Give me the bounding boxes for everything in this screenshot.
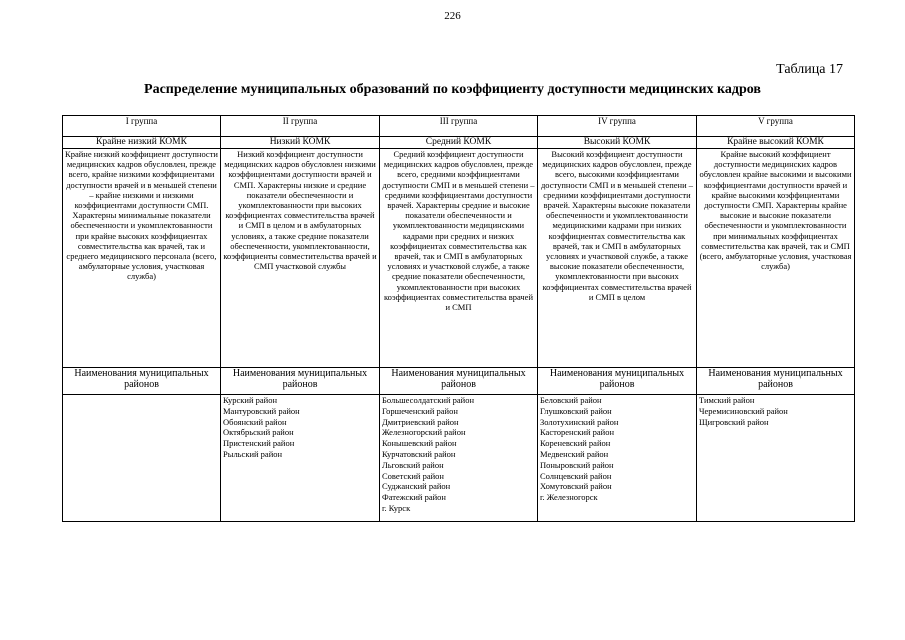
- district-item: Конышевский район: [382, 438, 457, 449]
- district-item: Глушковский район: [540, 405, 612, 416]
- description-row: [63, 149, 855, 368]
- district-item: Поныровский район: [540, 459, 614, 470]
- names-header-row: [63, 368, 855, 395]
- group-header-cell: I группа: [63, 116, 221, 137]
- level-cell: Высокий КОМК: [538, 137, 697, 149]
- names-header-cell: Наименования муниципальных районов: [221, 368, 380, 395]
- group-header-cell: III группа: [380, 116, 538, 137]
- district-list-cell: [63, 395, 221, 522]
- district-item: Тимский район: [699, 395, 755, 405]
- district-list-cell: [538, 395, 697, 522]
- group-header-cell: V группа: [697, 116, 855, 137]
- district-item: Мантуровский район: [223, 405, 300, 416]
- level-cell: Крайне низкий КОМК: [63, 137, 221, 149]
- distribution-table: [62, 115, 855, 522]
- district-item: Рыльский район: [223, 448, 283, 459]
- district-item: Медвенский район: [540, 448, 609, 459]
- description-cell: Средний коэффициент доступности медицинских кадров обусловлен, прежде всего, средними коэффициентами доступности СМП и в меньшей степени – средними коэффициентами доступности врачей. Характерны средние и высокие показатели обеспеченности и укомплектованности медицинскими кадрами при средних и низких коэффициентах совместительства как врачей, так и СМП в амбулаторных условиях и участковой службе, а также средние показатели обеспеченности, укомплектованности при высоких коэффициентах совместительства врачей и СМП: [380, 149, 538, 368]
- district-list-cell: [221, 395, 380, 522]
- district-list-cell: [380, 395, 538, 522]
- district-item: Железногорский район: [382, 427, 466, 438]
- description-cell: Высокий коэффициент доступности медицинских кадров обусловлен, прежде всего, высокими коэффициентами доступности СМП и в меньшей степени – средними коэффициентами доступности врачей. Характерны высокие показатели обеспеченности и укомплектованности медицинскими кадрами при низких коэффициентах совместительства как врачей, так и СМП в амбулаторных условиях и участковой службе, а также высокие показатели обеспеченности, укомплектованности при высоких коэффициентах совместительства врачей и СМП в целом: [538, 149, 697, 368]
- district-item: Пристенский район: [223, 438, 295, 449]
- district-item: Солнцевский район: [540, 470, 612, 481]
- names-header-cell: Наименования муниципальных районов: [63, 368, 221, 395]
- district-item: Октябрьский район: [223, 427, 294, 438]
- district-item: Черемисиновский район: [699, 405, 788, 416]
- district-item: Дмитриевский район: [382, 416, 459, 427]
- district-item: Обоянский район: [223, 416, 287, 427]
- district-item: Золотухинский район: [540, 416, 619, 427]
- districts-row: [63, 395, 855, 522]
- names-header-cell: Наименования муниципальных районов: [380, 368, 538, 395]
- level-cell: Крайне высокий КОМК: [697, 137, 855, 149]
- description-cell: Низкий коэффициент доступности медицинских кадров обусловлен низкими коэффициентами доступности врачей и СМП. Характерны низкие и средние показатели обеспеченности и укомплектованности при высоких коэффициентах совместительства врачей и СМП в целом и в амбулаторных условиях, а также средние показатели обеспеченности, укомплектованности, коэффициенты совместительства врачей и СМП участковой службы: [221, 149, 380, 368]
- group-header-cell: IV группа: [538, 116, 697, 137]
- district-item: Горшеченский район: [382, 405, 458, 416]
- description-cell: Крайне высокий коэффициент доступности медицинских кадров обусловлен крайне высокими и высокими коэффициентами доступности врачей и крайне высокими коэффициентами доступности СМП. Характерны крайне высокие и высокие показатели обеспеченности и укомплектованности при минимальных коэффициентах совместительства как врачей, так и СМП (всего, амбулаторные условия, участковая служба): [697, 149, 855, 368]
- document-title: Распределение муниципальных образований по коэффициенту доступности медицинских кадров: [144, 82, 761, 97]
- names-header-cell: Наименования муниципальных районов: [538, 368, 697, 395]
- district-item: Фатежский район: [382, 492, 446, 503]
- level-cell: Средний КОМК: [380, 137, 538, 149]
- district-item: Большесолдатский район: [382, 395, 475, 405]
- district-item: Хомутовский район: [540, 481, 612, 492]
- district-item: Касторенский район: [540, 427, 615, 438]
- group-header-row: [63, 116, 855, 137]
- district-item: Курский район: [223, 395, 278, 405]
- district-item: Льговский район: [382, 459, 444, 470]
- district-item: Суджанский район: [382, 481, 451, 492]
- level-row: [63, 137, 855, 149]
- table-label: Таблица 17: [776, 62, 843, 77]
- district-item: Курчатовский район: [382, 448, 456, 459]
- page-number: 226: [444, 10, 461, 22]
- district-item: Кореневский район: [540, 438, 611, 449]
- district-item: Советский район: [382, 470, 444, 481]
- description-cell: Крайне низкий коэффициент доступности медицинских кадров обусловлен, прежде всего, крайне низкими коэффициентами доступности врачей и в меньшей степени – крайне низкими и низкими коэффициентами доступности СМП. Характерны минимальные показатели обеспеченности и укомплектованности при крайне высоких коэффициентах совместительства как врачей, так и среднего медицинского персонала (всего, амбулаторные условия, участковая служба): [63, 149, 221, 368]
- district-item: г. Курск: [382, 502, 411, 513]
- level-cell: Низкий КОМК: [221, 137, 380, 149]
- district-item: Беловский район: [540, 395, 602, 405]
- names-header-cell: Наименования муниципальных районов: [697, 368, 855, 395]
- group-header-cell: II группа: [221, 116, 380, 137]
- district-item: Щигровский район: [699, 416, 769, 427]
- district-item: г. Железногорск: [540, 492, 598, 503]
- district-list-cell: [697, 395, 855, 522]
